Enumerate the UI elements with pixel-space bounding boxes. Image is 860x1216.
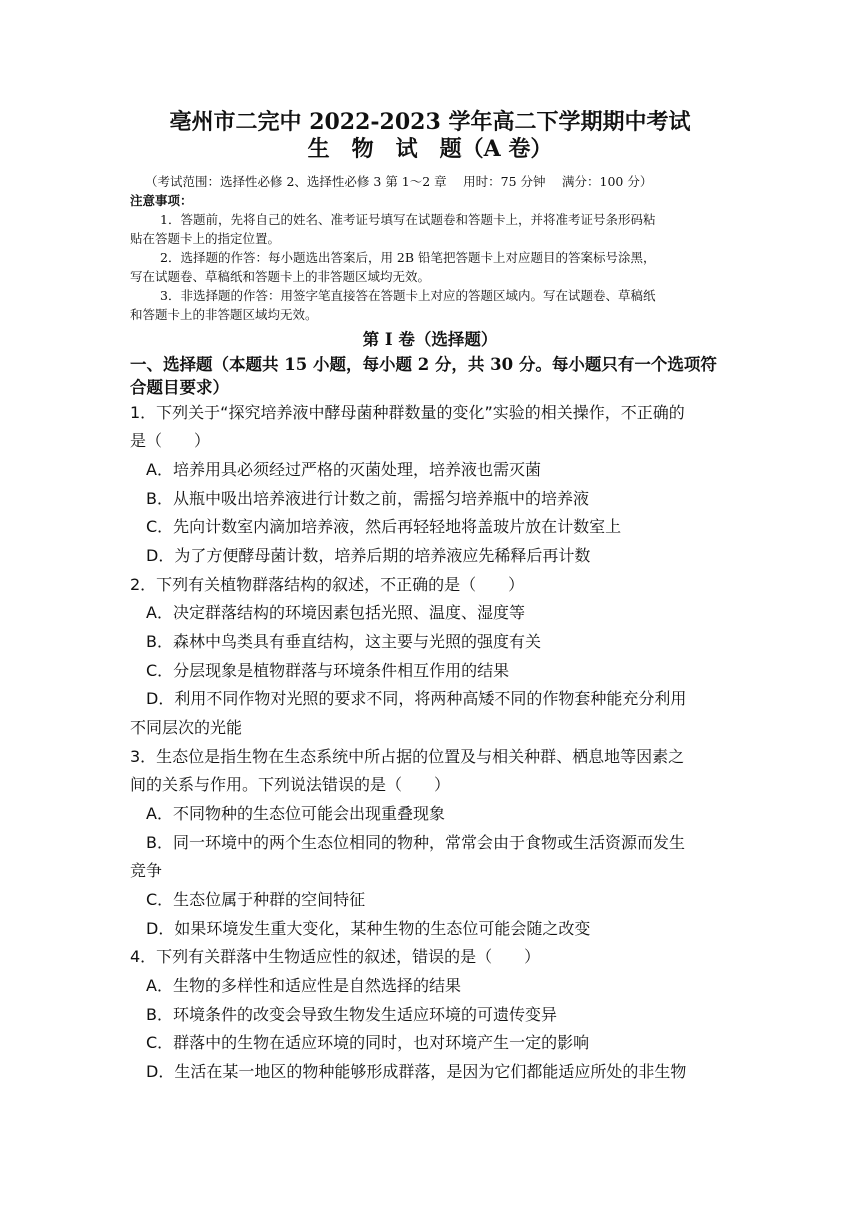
part-heading: 一、选择题（本题共 15 小题，每小题 2 分，共 30 分。每小题只有一个选项符 xyxy=(130,355,717,374)
note-line: 贴在答题卡上的指定位置。 xyxy=(130,231,281,246)
question-3-option-a: A．不同物种的生态位可能会出现重叠现象 xyxy=(146,804,445,823)
question-3-stem: 3．生态位是指生物在生态系统中所占据的位置及与相关种群、栖息地等因素之 xyxy=(130,747,685,766)
question-2-option-c: C．分层现象是植物群落与环境条件相互作用的结果 xyxy=(146,661,510,680)
question-3-stem: 间的关系与作用。下列说法错误的是（ ） xyxy=(130,775,451,794)
exam-subtitle: 生 物 试 题（A 卷） xyxy=(307,136,553,162)
note-line: 3．非选择题的作答：用签字笔直接答在答题卡上对应的答题区域内。写在试题卷、草稿纸 xyxy=(160,288,656,303)
question-2-option-a: A．决定群落结构的环境因素包括光照、温度、湿度等 xyxy=(146,603,525,622)
question-1-stem: 1．下列关于“探究培养液中酵母菌种群数量的变化”实验的相关操作，不正确的 xyxy=(130,403,685,422)
question-1-option-b: B．从瓶中吸出培养液进行计数之前，需摇匀培养瓶中的培养液 xyxy=(146,489,589,508)
part-heading: 合题目要求） xyxy=(130,378,229,397)
note-line: 2．选择题的作答：每小题选出答案后，用 2B 铅笔把答题卡上对应题目的答案标号涂黑， xyxy=(160,250,656,265)
note-line: 写在试题卷、草稿纸和答题卡上的非答题区域均无效。 xyxy=(130,269,431,284)
question-3-option-b: B．同一环境中的两个生态位相同的物种，常常会由于食物或生活资源而发生 xyxy=(146,833,685,852)
question-3-option-c: C．生态位属于种群的空间特征 xyxy=(146,890,366,909)
question-1-option-d: D．为了方便酵母菌计数，培养后期的培养液应先稀释后再计数 xyxy=(146,546,591,565)
question-2-option-b: B．森林中鸟类具有垂直结构，这主要与光照的强度有关 xyxy=(146,632,541,651)
question-4-option-c: C．群落中的生物在适应环境的同时，也对环境产生一定的影响 xyxy=(146,1033,590,1052)
question-3-option-d: D．如果环境发生重大变化，某种生物的生态位可能会随之改变 xyxy=(146,919,591,938)
question-2-stem: 2．下列有关植物群落结构的叙述，不正确的是（ ） xyxy=(130,575,525,594)
question-3-option-b-cont: 竞争 xyxy=(130,861,163,880)
question-1-option-a: A．培养用具必须经过严格的灭菌处理，培养液也需灭菌 xyxy=(146,460,541,479)
note-line: 和答题卡上的非答题区域均无效。 xyxy=(130,307,318,322)
question-4-option-b: B．环境条件的改变会导致生物发生适应环境的可遗传变异 xyxy=(146,1005,557,1024)
question-4-stem: 4．下列有关群落中生物适应性的叙述，错误的是（ ） xyxy=(130,947,541,966)
exam-title: 亳州市二完中 2022-2023 学年高二下学期期中考试 xyxy=(169,109,691,135)
note-line: 1．答题前，先将自己的姓名、准考证号填写在试题卷和答题卡上，并将准考证号条形码粘 xyxy=(160,212,656,227)
section-title: 第 I 卷（选择题） xyxy=(362,330,498,349)
question-2-option-d-cont: 不同层次的光能 xyxy=(130,718,243,737)
notes-title: 注意事项： xyxy=(130,193,193,208)
question-2-option-d: D．利用不同作物对光照的要求不同，将两种高矮不同的作物套种能充分利用 xyxy=(146,689,687,708)
question-4-option-d: D．生活在某一地区的物种能够形成群落，是因为它们都能适应所处的非生物 xyxy=(146,1062,687,1081)
question-1-option-c: C．先向计数室内滴加培养液，然后再轻轻地将盖玻片放在计数室上 xyxy=(146,517,622,536)
question-4-option-a: A．生物的多样性和适应性是自然选择的结果 xyxy=(146,976,461,995)
exam-scope: （考试范围：选择性必修 2、选择性必修 3 第 1～2 章 用时：75 分钟 满分：100 分） xyxy=(145,174,653,189)
question-1-stem: 是（ ） xyxy=(130,431,211,450)
